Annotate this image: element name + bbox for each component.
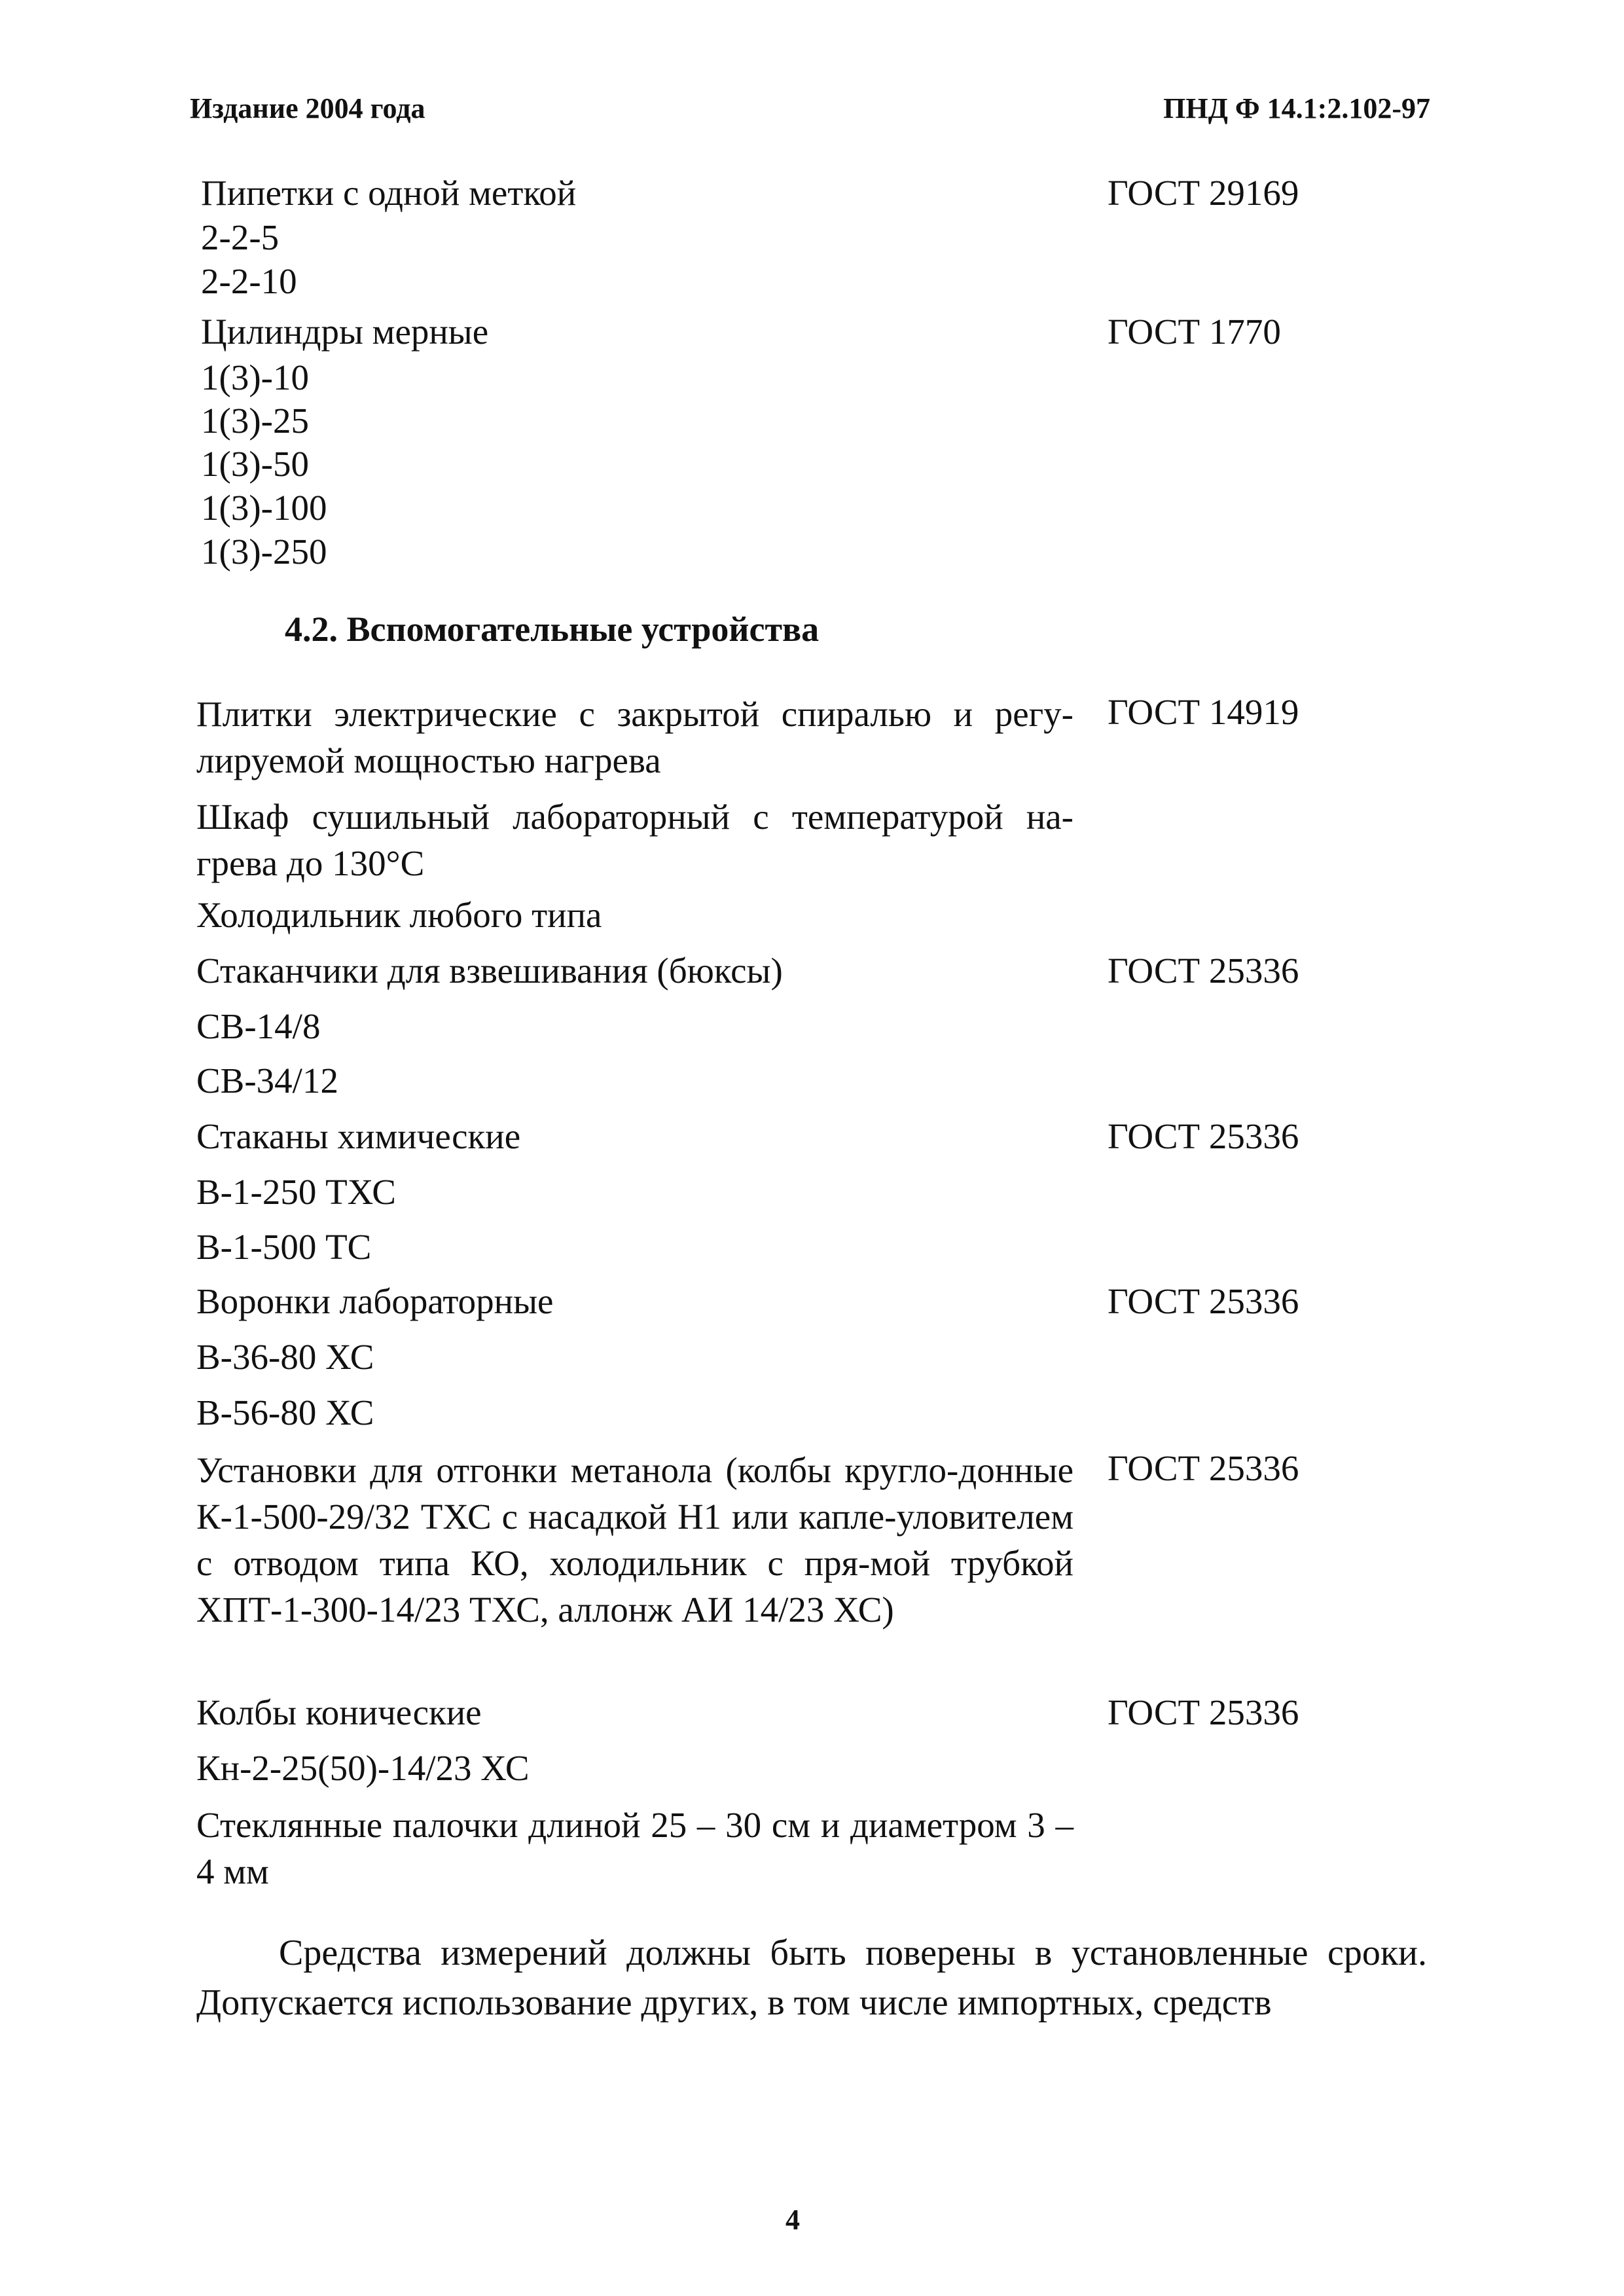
cylinder-item: 1(3)-25 bbox=[201, 401, 309, 441]
pipettes-gost: ГОСТ 29169 bbox=[1108, 173, 1299, 213]
cylinder-item: 1(3)-250 bbox=[201, 532, 327, 572]
item-flasks: Колбы конические bbox=[196, 1692, 482, 1732]
flask-model: Кн-2-25(50)-14/23 ХС bbox=[196, 1748, 530, 1788]
pipette-item: 2-2-10 bbox=[201, 261, 297, 301]
item-weighing-cups: Стаканчики для взвешивания (бюксы) bbox=[196, 951, 783, 991]
header-edition: Издание 2004 года bbox=[190, 92, 425, 124]
item-flasks-gost: ГОСТ 25336 bbox=[1108, 1692, 1299, 1732]
beaker-model: В-1-250 ТХС bbox=[196, 1172, 396, 1212]
pipettes-title: Пипетки с одной меткой bbox=[201, 173, 577, 213]
pipette-item: 2-2-5 bbox=[201, 217, 280, 257]
item-funnels-gost: ГОСТ 25336 bbox=[1108, 1281, 1299, 1321]
cylinders-title: Цилиндры мерные bbox=[201, 312, 489, 352]
item-beakers-gost: ГОСТ 25336 bbox=[1108, 1116, 1299, 1156]
item-hotplates-gost: ГОСТ 14919 bbox=[1108, 692, 1299, 732]
page-number: 4 bbox=[785, 2204, 800, 2236]
item-funnels: Воронки лабораторные bbox=[196, 1281, 554, 1321]
item-distillation-units: Установки для отгонки метанола (колбы кругло-донные К-1-500-29/32 ТХС с насадкой Н1 или капле-уловителем с отводом типа КО, холодильник с пря-мой трубкой ХПТ-1-300-14/23 ТХС, аллонж АИ 14/23 ХС) bbox=[196, 1450, 1074, 1630]
closing-paragraph: Средства измерений должны быть поверены в установленные сроки. Допускается использование других, в том числе импортных, средств bbox=[196, 1933, 1427, 2023]
cylinder-item: 1(3)-100 bbox=[201, 488, 327, 528]
item-hotplates: Плитки электрические с закрытой спиралью и регу-лируемой мощностью нагрева bbox=[196, 694, 1074, 780]
weighing-cup-model: СВ-34/12 bbox=[196, 1061, 338, 1101]
cylinder-item: 1(3)-50 bbox=[201, 444, 309, 484]
item-weighing-cups-gost: ГОСТ 25336 bbox=[1108, 951, 1299, 991]
item-glass-rods: Стеклянные палочки длиной 25 – 30 см и диаметром 3 – 4 мм bbox=[196, 1805, 1074, 1891]
item-distillation-gost: ГОСТ 25336 bbox=[1108, 1448, 1299, 1488]
funnel-model: В-56-80 ХС bbox=[196, 1393, 374, 1432]
section-heading: 4.2. Вспомогательные устройства bbox=[285, 610, 820, 649]
weighing-cup-model: СВ-14/8 bbox=[196, 1006, 321, 1046]
cylinder-item: 1(3)-10 bbox=[201, 357, 309, 397]
item-fridge: Холодильник любого типа bbox=[196, 895, 602, 935]
cylinders-gost: ГОСТ 1770 bbox=[1108, 312, 1281, 352]
funnel-model: В-36-80 ХС bbox=[196, 1337, 374, 1377]
item-oven: Шкаф сушильный лабораторный с температурой на-грева до 130°С bbox=[196, 797, 1074, 883]
item-beakers: Стаканы химические bbox=[196, 1116, 521, 1156]
beaker-model: В-1-500 ТС bbox=[196, 1227, 372, 1267]
header-doc-code: ПНД Ф 14.1:2.102-97 bbox=[1163, 92, 1430, 124]
